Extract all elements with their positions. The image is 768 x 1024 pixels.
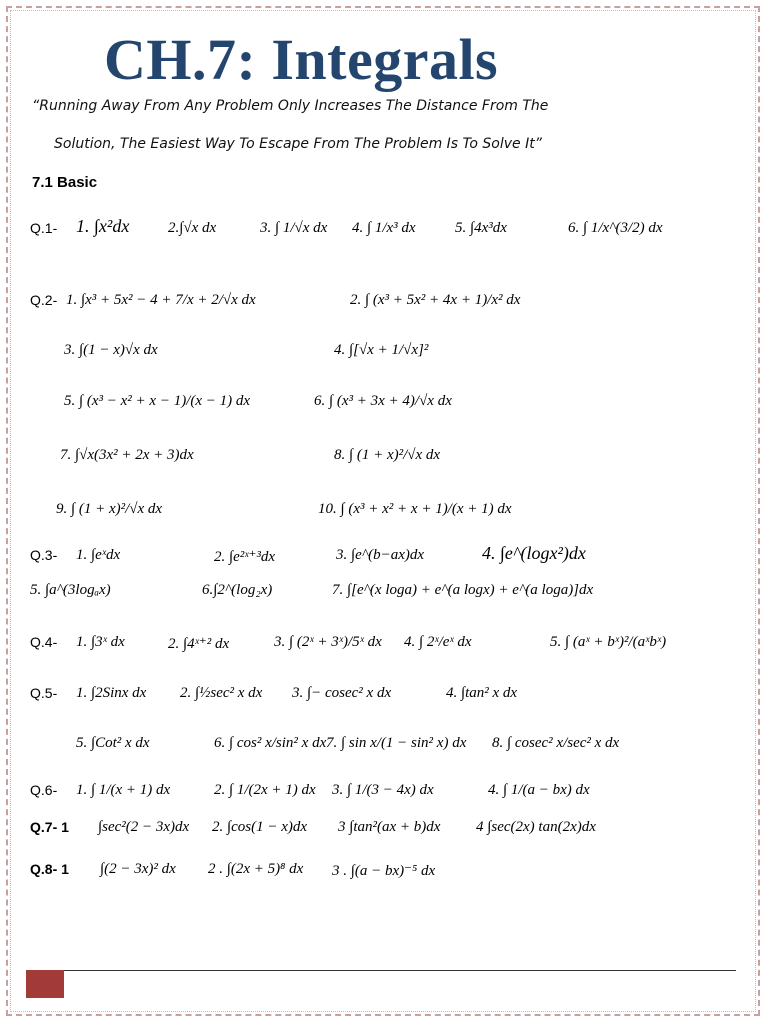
q3-item-6: 6.∫2^(log₂x) — [202, 582, 273, 598]
q4-item-1: 1. ∫3ˣ dx — [76, 634, 125, 650]
q5-item-4: 4. ∫tan² x dx — [446, 685, 518, 701]
question-label-q8: Q.8- 1 — [30, 861, 69, 877]
question-label-q7: Q.7- 1 — [30, 819, 69, 835]
q5-item-2: 2. ∫½sec² x dx — [180, 685, 263, 701]
q1-item-5: 5. ∫4x³dx — [455, 220, 507, 236]
q5-item-1: 1. ∫2Sinx dx — [76, 685, 147, 701]
question-label-q3: Q.3- — [30, 547, 58, 563]
q2-item-8: 8. ∫ (1 + x)²/√x dx — [334, 447, 441, 463]
q6-item-1: 1. ∫ 1/(x + 1) dx — [76, 782, 171, 798]
q2-item-4: 4. ∫[√x + 1/√x]² — [334, 342, 429, 358]
q2-item-3: 3. ∫(1 − x)√x dx — [64, 342, 158, 358]
footer-rule — [28, 970, 736, 971]
q6-item-3: 3. ∫ 1/(3 − 4x) dx — [332, 782, 434, 798]
q4-item-5: 5. ∫ (aˣ + bˣ)²/(aˣbˣ) — [550, 634, 667, 650]
q8-item-2: 2 . ∫(2x + 5)⁸ dx — [208, 861, 304, 877]
q5-item-8: 8. ∫ cosec² x/sec² x dx — [492, 735, 620, 751]
question-label-q6: Q.6- — [30, 782, 58, 798]
question-label-q2: Q.2- — [30, 292, 58, 308]
q1-item-4: 4. ∫ 1/x³ dx — [352, 220, 416, 236]
q7-item-2: 2. ∫cos(1 − x)dx — [212, 819, 308, 835]
q3-item-1: 1. ∫eˣdx — [76, 547, 121, 563]
question-label-q4: Q.4- — [30, 634, 58, 650]
section-heading: 7.1 Basic — [32, 174, 98, 191]
q2-item-9: 9. ∫ (1 + x)²/√x dx — [56, 501, 163, 517]
q7-item-3: 3 ∫tan²(ax + b)dx — [338, 819, 441, 835]
q2-item-5: 5. ∫ (x³ − x² + x − 1)/(x − 1) dx — [64, 393, 251, 409]
q4-item-2: 2. ∫4ˣ⁺² dx — [168, 636, 230, 652]
q1-item-6: 6. ∫ 1/x^(3/2) dx — [568, 220, 663, 236]
q4-item-3: 3. ∫ (2ˣ + 3ˣ)/5ˣ dx — [274, 634, 382, 650]
q3-item-4: 4. ∫e^(logx²)dx — [482, 543, 586, 563]
q7-item-1: ∫sec²(2 − 3x)dx — [98, 819, 190, 835]
footer-accent-box — [26, 970, 64, 998]
q8-item-3: 3 . ∫(a − bx)⁻⁵ dx — [332, 863, 436, 879]
q2-item-2: 2. ∫ (x³ + 5x² + 4x + 1)/x² dx — [350, 292, 521, 308]
q2-item-6: 6. ∫ (x³ + 3x + 4)/√x dx — [314, 393, 452, 409]
q3-item-2: 2. ∫e²ˣ⁺³dx — [214, 549, 276, 565]
quote-line-1: “Running Away From Any Problem Only Increases The Distance From The — [32, 98, 549, 114]
q2-item-10: 10. ∫ (x³ + x² + x + 1)/(x + 1) dx — [318, 501, 512, 517]
q2-item-7: 7. ∫√x(3x² + 2x + 3)dx — [60, 447, 194, 463]
q1-item-1: 1. ∫x²dx — [76, 216, 130, 236]
q6-item-2: 2. ∫ 1/(2x + 1) dx — [214, 782, 316, 798]
q1-item-3: 3. ∫ 1/√x dx — [260, 220, 328, 236]
question-label-q5: Q.5- — [30, 685, 58, 701]
q1-item-2: 2.∫√x dx — [168, 220, 217, 236]
q4-item-4: 4. ∫ 2ˣ/eˣ dx — [404, 634, 472, 650]
q6-item-4: 4. ∫ 1/(a − bx) dx — [488, 782, 590, 798]
page-title: CH.7: Integrals — [104, 27, 499, 92]
question-label-q1: Q.1- — [30, 220, 58, 236]
quote-line-2: Solution, The Easiest Way To Escape From The Problem Is To Solve It” — [54, 136, 542, 152]
q3-item-7: 7. ∫[e^(x loga) + e^(a logx) + e^(a loga)]dx — [332, 582, 594, 598]
q5-item-5: 5. ∫Cot² x dx — [76, 735, 150, 751]
q3-item-5: 5. ∫a^(3logₐx) — [30, 582, 111, 598]
q5-item-3: 3. ∫− cosec² x dx — [292, 685, 392, 701]
q3-item-3: 3. ∫e^(b−ax)dx — [336, 547, 425, 563]
q2-item-1: 1. ∫x³ + 5x² − 4 + 7/x + 2/√x dx — [66, 292, 256, 308]
q8-item-1: ∫(2 − 3x)² dx — [100, 861, 176, 877]
q7-item-4: 4 ∫sec(2x) tan(2x)dx — [476, 819, 596, 835]
q5-item-6: 6. ∫ cos² x/sin² x dx — [214, 735, 327, 751]
q5-item-7: 7. ∫ sin x/(1 − sin² x) dx — [326, 735, 467, 751]
